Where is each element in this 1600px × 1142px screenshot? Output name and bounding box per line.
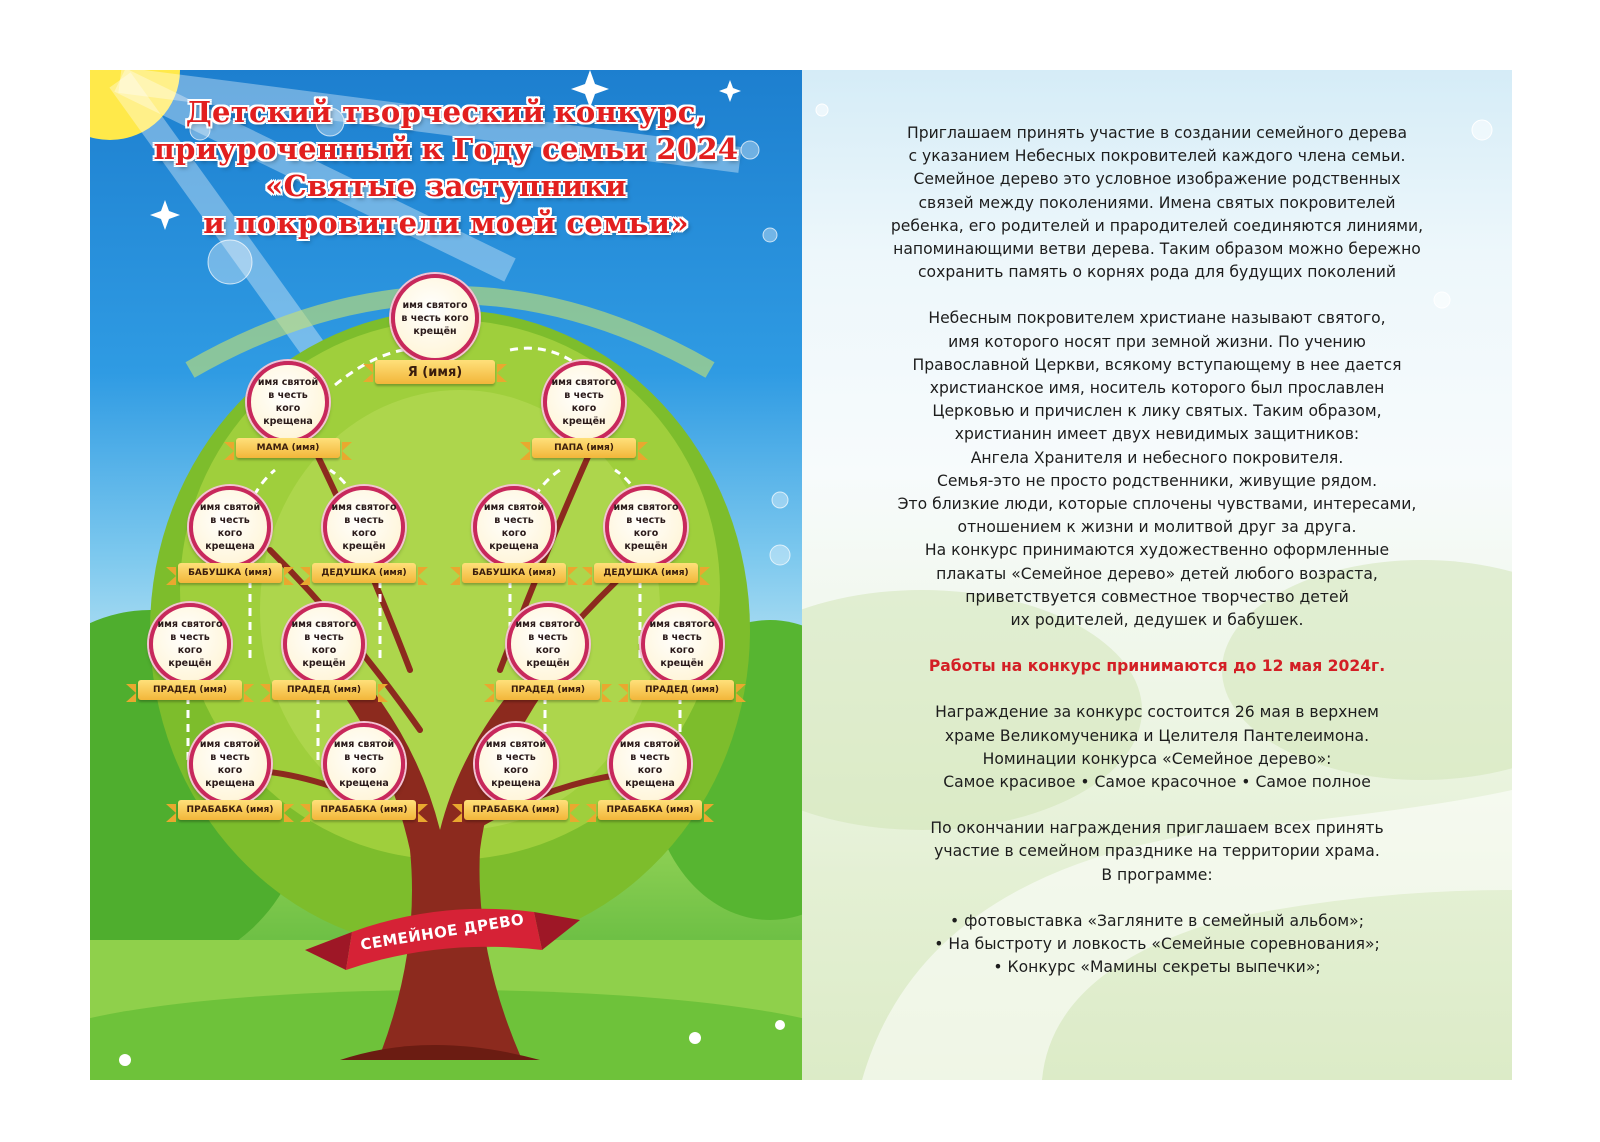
text-line: напоминающими ветви дерева. Таким образом можно бережно bbox=[893, 240, 1421, 259]
saint-circle: имя святого в честь кого крещён bbox=[605, 486, 687, 568]
program-list bbox=[802, 910, 1512, 980]
saint-circle: имя святой в честь кого крещена bbox=[189, 486, 271, 568]
text-line: христианин имеет двух невидимых защитников: bbox=[954, 425, 1360, 444]
saint-circle: имя святой в честь кого крещена bbox=[189, 723, 271, 805]
saint-circle: имя святого в честь кого крещён bbox=[391, 274, 479, 362]
name-ribbon: ПРАБАБКА (имя) bbox=[464, 800, 568, 820]
text-line: с указанием Небесных покровителей каждого члена семьи. bbox=[908, 147, 1406, 166]
saint-circle: имя святого в честь кого крещён bbox=[641, 603, 723, 685]
saint-circle: имя святой в честь кого крещена bbox=[473, 486, 555, 568]
saint-circle: имя святой в честь кого крещена bbox=[323, 723, 405, 805]
name-ribbon: ПРАБАБКА (имя) bbox=[598, 800, 702, 820]
text-line: участие в семейном празднике на территории храма. bbox=[934, 842, 1380, 861]
intro-paragraph bbox=[802, 122, 1512, 284]
text-line: ребенка, его родителей и прародителей соединяются линиями, bbox=[890, 216, 1424, 235]
info-panel bbox=[802, 70, 1512, 1080]
name-ribbon: БАБУШКА (имя) bbox=[462, 563, 566, 583]
text-line: По окончании награждения приглашаем всех принять bbox=[930, 819, 1384, 838]
name-ribbon: ПРАДЕД (имя) bbox=[496, 680, 600, 700]
name-ribbon: МАМА (имя) bbox=[236, 438, 340, 458]
program-item: • Конкурс «Мамины секреты выпечки»; bbox=[993, 958, 1321, 977]
saint-circle: имя святого в честь кого крещён bbox=[507, 603, 589, 685]
text-line: христианское имя, носитель которого был прославлен bbox=[929, 379, 1385, 398]
text-line: отношением к жизни и молитвой друг за друга. bbox=[957, 518, 1357, 537]
name-ribbon: ПРАДЕД (имя) bbox=[272, 680, 376, 700]
text-line: Церковью и причислен к лику святых. Таким образом, bbox=[932, 402, 1382, 421]
text-line: Это близкие люди, которые сплочены чувствами, интересами, bbox=[897, 495, 1417, 514]
saint-circle: имя святого в честь кого крещён bbox=[543, 361, 625, 443]
program-item: • фотовыставка «Загляните в семейный альбом»; bbox=[950, 911, 1364, 930]
contest-title bbox=[90, 94, 802, 242]
text-line: Награждение за конкурс состоится 26 мая в верхнем bbox=[935, 703, 1379, 722]
text-line: сохранить память о корнях рода для будущих поколений bbox=[917, 263, 1396, 282]
name-ribbon: ПРАДЕД (имя) bbox=[138, 680, 242, 700]
saint-circle: имя святого в честь кого крещён bbox=[149, 603, 231, 685]
text-line: Ангела Хранителя и небесного покровителя. bbox=[970, 448, 1344, 467]
saint-circle: имя святой в честь кого крещена bbox=[475, 723, 557, 805]
text-line: приветствуется совместное творчество детей bbox=[965, 587, 1349, 606]
text-line: На конкурс принимаются художественно оформленные bbox=[924, 541, 1390, 560]
text-line: имя которого носят при земной жизни. По учению bbox=[948, 332, 1366, 351]
text-line: Православной Церкви, всякому вступающему в нее дается bbox=[912, 355, 1402, 374]
info-text bbox=[802, 122, 1512, 1003]
name-ribbon: ПАПА (имя) bbox=[532, 438, 636, 458]
text-line: В программе: bbox=[1101, 865, 1213, 884]
deadline-text: Работы на конкурс принимаются до 12 мая 2024г. bbox=[928, 657, 1386, 676]
text-line: Семья-это не просто родственники, живущие рядом. bbox=[936, 471, 1378, 490]
text-line: плакаты «Семейное дерево» детей любого возраста, bbox=[936, 564, 1378, 583]
name-ribbon: ДЕДУШКА (имя) bbox=[594, 563, 698, 583]
deadline-paragraph bbox=[802, 655, 1512, 678]
tree-poster-panel bbox=[90, 70, 802, 1080]
text-line: Номинации конкурса «Семейное дерево»: bbox=[982, 749, 1332, 768]
saint-circle: имя святого в честь кого крещён bbox=[283, 603, 365, 685]
text-line: их родителей, дедушек и бабушек. bbox=[1010, 611, 1304, 630]
text-line: Приглашаем принять участие в создании семейного дерева bbox=[907, 124, 1407, 142]
patron-paragraph bbox=[802, 307, 1512, 632]
title-line: и покровители моей семьи» bbox=[203, 206, 689, 240]
text-line: Самое красивое • Самое красочное • Самое полное bbox=[943, 773, 1371, 792]
saint-circle: имя святой в честь кого крещена bbox=[609, 723, 691, 805]
title-line: «Святые заступники bbox=[265, 169, 627, 203]
text-line: связей между поколениями. Имена святых покровителей bbox=[918, 193, 1396, 212]
name-ribbon: ПРАБАБКА (имя) bbox=[312, 800, 416, 820]
name-ribbon: ПРАДЕД (имя) bbox=[630, 680, 734, 700]
title-line: приуроченный к Году семьи 2024 bbox=[153, 132, 739, 166]
name-ribbon: Я (имя) bbox=[375, 360, 495, 384]
name-ribbon: ПРАБАБКА (имя) bbox=[178, 800, 282, 820]
title-line: Детский творческий конкурс, bbox=[185, 95, 707, 129]
poster bbox=[90, 70, 1512, 1080]
text-line: храме Великомученика и Целителя Пантелеимона. bbox=[944, 726, 1370, 745]
text-line: Семейное дерево это условное изображение родственных bbox=[913, 170, 1401, 189]
festival-paragraph bbox=[802, 817, 1512, 887]
name-ribbon: БАБУШКА (имя) bbox=[178, 563, 282, 583]
saint-circle: имя святой в честь кого крещена bbox=[247, 361, 329, 443]
program-item: • На быстроту и ловкость «Семейные соревнования»; bbox=[934, 935, 1380, 954]
name-ribbon: ДЕДУШКА (имя) bbox=[312, 563, 416, 583]
award-paragraph bbox=[802, 701, 1512, 794]
text-line: Небесным покровителем христиане называют святого, bbox=[928, 309, 1386, 328]
family-tree-banner: СЕМЕЙНОЕ ДРЕВО bbox=[359, 910, 526, 954]
saint-circle: имя святого в честь кого крещён bbox=[323, 486, 405, 568]
